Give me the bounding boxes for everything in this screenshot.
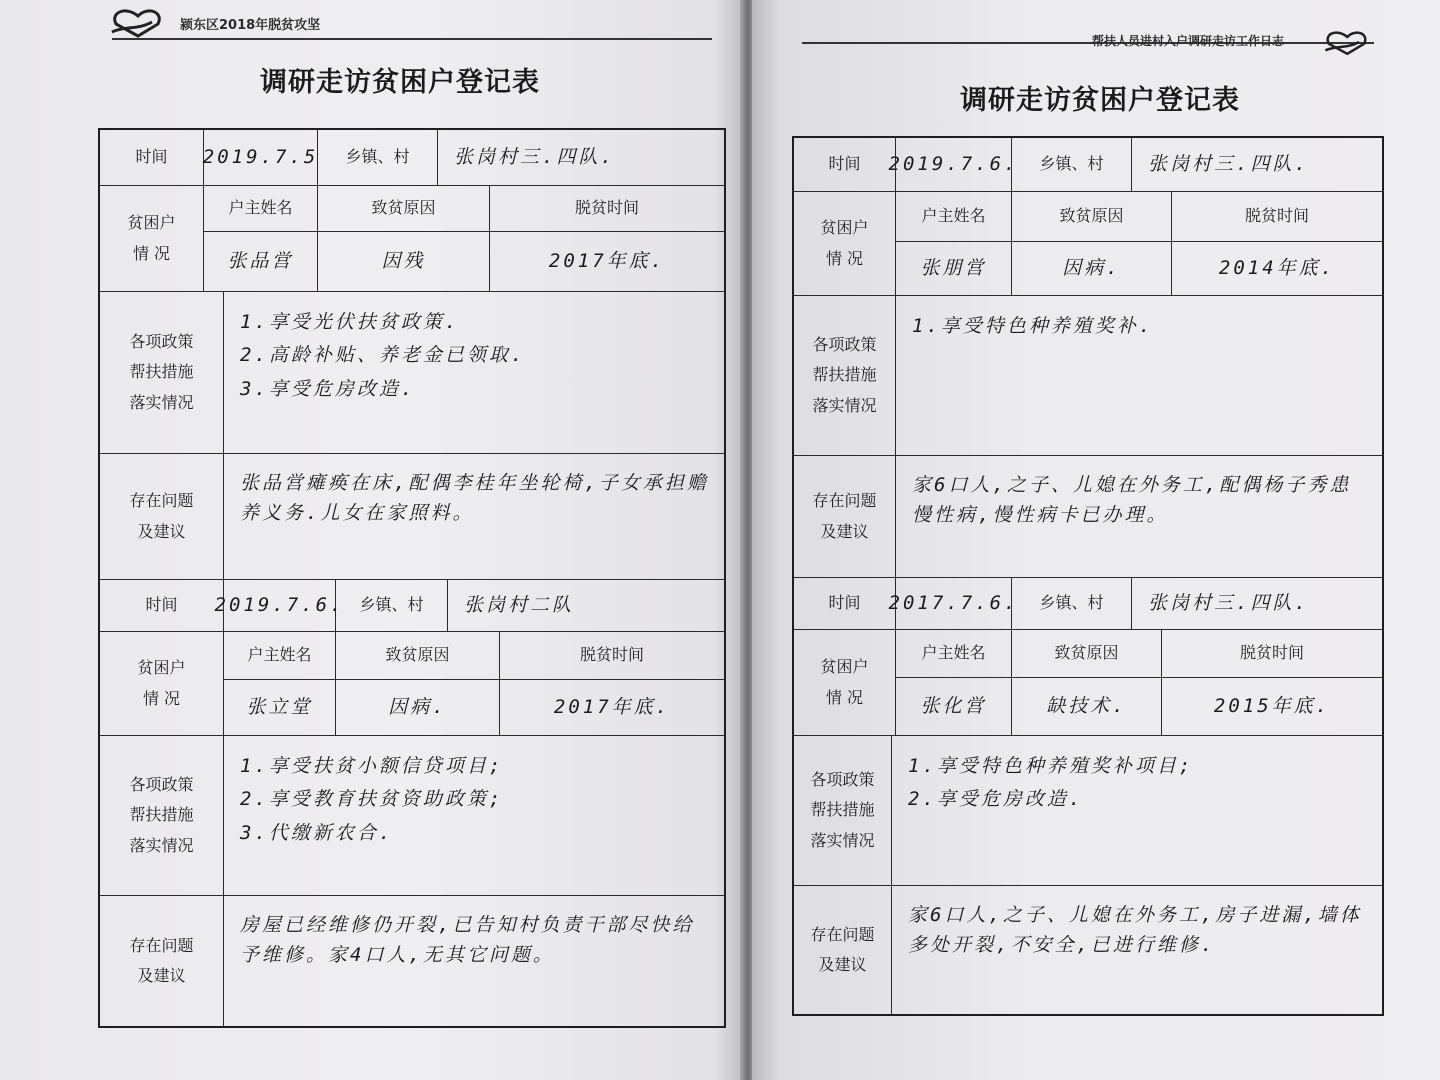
form-title: 调研走访贫困户登记表 bbox=[960, 85, 1240, 116]
exit-label: 脱贫时间 bbox=[490, 186, 724, 232]
policy-label: 各项政策 帮扶措施 落实情况 bbox=[794, 296, 896, 456]
cause-value: 因病. bbox=[336, 680, 500, 736]
exit-value: 2017年底. bbox=[490, 232, 724, 292]
village-value: 张岗村二队 bbox=[448, 580, 724, 632]
policy-item: 2.享受危房改造. bbox=[908, 788, 1084, 811]
cause-label: 致贫原因 bbox=[318, 186, 490, 232]
policy-label: 各项政策 帮扶措施 落实情况 bbox=[100, 292, 224, 454]
household-label: 贫困户 情 况 bbox=[100, 632, 224, 736]
page-header: 帮扶人员进村入户调研走访工作日志 bbox=[1092, 34, 1285, 48]
policy-item: 3.代缴新农合. bbox=[240, 821, 394, 844]
issue-text: 张品営瘫痪在床,配偶李桂年坐轮椅,子女承担赡养义务.儿女在家照料。 bbox=[224, 454, 724, 580]
issue-label: 存在问题 及建议 bbox=[794, 886, 892, 1014]
policy-list bbox=[892, 736, 1382, 886]
form-title: 调研走访贫困户登记表 bbox=[260, 67, 540, 98]
policy-label: 各项政策 帮扶措施 落实情况 bbox=[794, 736, 892, 886]
village-label: 乡镇、村 bbox=[1012, 578, 1132, 630]
name-value: 张立堂 bbox=[224, 680, 336, 736]
exit-label: 脱贫时间 bbox=[500, 632, 724, 680]
cause-value: 缺技术. bbox=[1012, 678, 1162, 736]
village-value: 张岗村三.四队. bbox=[1132, 578, 1382, 630]
village-label: 乡镇、村 bbox=[1012, 138, 1132, 192]
household-label: 贫困户 情 况 bbox=[100, 186, 204, 292]
exit-value: 2015年底. bbox=[1162, 678, 1382, 736]
name-label: 户主姓名 bbox=[224, 632, 336, 680]
name-label: 户主姓名 bbox=[896, 630, 1012, 678]
policy-item: 3.享受危房改造. bbox=[240, 377, 416, 400]
name-label: 户主姓名 bbox=[204, 186, 318, 232]
policy-item: 2.享受教育扶贫资助政策; bbox=[240, 788, 504, 811]
exit-label: 脱贫时间 bbox=[1162, 630, 1382, 678]
village-label: 乡镇、村 bbox=[336, 580, 448, 632]
policy-item: 1.享受扶贫小额信贷项目; bbox=[240, 755, 504, 777]
cause-label: 致贫原因 bbox=[1012, 192, 1172, 242]
cause-value: 因病. bbox=[1012, 242, 1172, 296]
household-label: 贫困户 情 况 bbox=[794, 192, 896, 296]
time-label: 时间 bbox=[794, 138, 896, 192]
name-value: 张品営 bbox=[204, 232, 318, 292]
time-value: 2019.7.5 bbox=[204, 130, 318, 186]
time-label: 时间 bbox=[100, 130, 204, 186]
cause-label: 致贫原因 bbox=[1012, 630, 1162, 678]
policy-label: 各项政策 帮扶措施 落实情况 bbox=[100, 736, 224, 896]
cause-label: 致贫原因 bbox=[336, 632, 500, 680]
issue-label: 存在问题 及建议 bbox=[100, 896, 224, 1026]
header-rule bbox=[112, 38, 712, 40]
policy-list bbox=[224, 292, 724, 454]
exit-label: 脱贫时间 bbox=[1172, 192, 1382, 242]
policy-item: 1.享受特色种养殖奖补. bbox=[912, 315, 1154, 337]
policy-item: 1.享受特色种养殖奖补项目; bbox=[908, 755, 1194, 777]
time-value: 2017.7.6. bbox=[896, 578, 1012, 630]
village-label: 乡镇、村 bbox=[318, 130, 438, 186]
registration-form-right bbox=[792, 136, 1384, 1016]
heart-hands-logo-icon bbox=[108, 4, 172, 40]
village-value: 张岗村三.四队. bbox=[1132, 138, 1382, 192]
cause-value: 因残 bbox=[318, 232, 490, 292]
issue-label: 存在问题 及建议 bbox=[794, 456, 896, 578]
name-value: 张朋営 bbox=[896, 242, 1012, 296]
exit-value: 2014年底. bbox=[1172, 242, 1382, 296]
header-rule bbox=[802, 42, 1374, 44]
village-value: 张岗村三.四队. bbox=[438, 130, 724, 186]
page-header: 颍东区2018年脱贫攻坚 bbox=[180, 18, 321, 33]
time-label: 时间 bbox=[100, 580, 224, 632]
time-value: 2019.7.6. bbox=[224, 580, 336, 632]
issue-text: 家6口人,之子、儿媳在外务工,房子进漏,墙体多处开裂,不安全,已进行维修. bbox=[908, 904, 1362, 957]
policy-item: 1.享受光伏扶贫政策. bbox=[240, 311, 460, 333]
issue-label: 存在问题 及建议 bbox=[100, 454, 224, 580]
heart-hands-logo-icon bbox=[1322, 26, 1376, 58]
registration-form-left bbox=[98, 128, 726, 1028]
policy-item: 2.高龄补贴、养老金已领取. bbox=[240, 344, 526, 367]
time-value: 2019.7.6. bbox=[896, 138, 1012, 192]
name-value: 张化営 bbox=[896, 678, 1012, 736]
exit-value: 2017年底. bbox=[500, 680, 724, 736]
issue-text: 家6口人,之子、儿媳在外务工,配偶杨子秀患慢性病,慢性病卡已办理。 bbox=[896, 456, 1382, 578]
right-page bbox=[752, 0, 1440, 1080]
name-label: 户主姓名 bbox=[896, 192, 1012, 242]
time-label: 时间 bbox=[794, 578, 896, 630]
policy-list bbox=[896, 296, 1382, 456]
policy-list bbox=[224, 736, 724, 896]
issue-text: 房屋已经维修仍开裂,已告知村负责干部尽快给予维修。家4口人,无其它问题。 bbox=[240, 914, 695, 967]
household-label: 贫困户 情 况 bbox=[794, 630, 896, 736]
